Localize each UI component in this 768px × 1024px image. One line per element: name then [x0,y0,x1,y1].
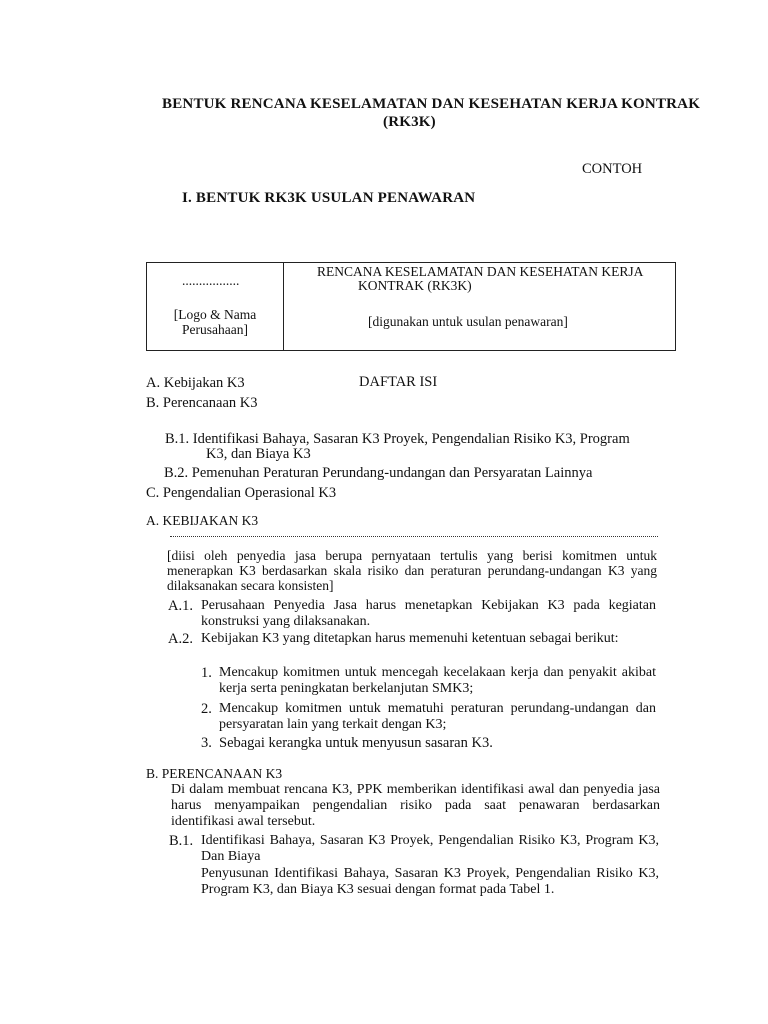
a2-text: Kebijakan K3 yang ditetapkan harus memenuhi ketentuan sebagai berikut: [201,631,619,646]
toc-item-b1-cont: K3, dan Biaya K3 [206,446,311,462]
a1-number: A.1. [168,598,193,614]
plan-title-line2: KONTRAK (RK3K) [358,278,472,293]
a2-item1-number: 1. [201,665,212,681]
logo-placeholder [147,307,283,337]
a2-item2-text: Mencakup komitmen untuk mematuhi peraturan perundang-undangan dan persyaratan lain yang terkait dengan K3; [219,701,656,732]
document-title-line2: (RK3K) [383,114,436,130]
logo-line1: [Logo & Nama [173,307,257,322]
b1-title: Identifikasi Bahaya, Sasaran K3 Proyek, Pengendalian Risiko K3, Program K3, Dan Biaya [201,833,659,864]
a2-item3-text: Sebagai kerangka untuk menyusun sasaran K3. [219,735,493,751]
section-a-note: [diisi oleh penyedia jasa berupa pernyataan tertulis yang berisi komitmen untuk menerapkan K3 berdasarkan skala risiko dan peraturan perundang-undangan K3 yang dilaksanakan secara konsisten] [167,548,657,593]
a2-number: A.2. [168,631,193,647]
toc-heading: DAFTAR ISI [359,374,438,390]
toc-item-b1: B.1. Identifikasi Bahaya, Sasaran K3 Proyek, Pengendalian Risiko K3, Program [165,431,630,447]
b1-text: Penyusunan Identifikasi Bahaya, Sasaran K3 Proyek, Pengendalian Risiko K3, Program K3, dan Biaya K3 sesuai dengan format pada Tabel 1. [201,866,659,897]
section-title: I. BENTUK RK3K USULAN PENAWARAN [182,190,476,206]
section-b-intro: Di dalam membuat rencana K3, PPK memberikan identifikasi awal dan penyedia jasa harus menyampaikan pengendalian risiko pada saat penawaran berdasarkan identifikasi awal tersebut. [171,782,660,829]
toc-item-b2: B.2. Pemenuhan Peraturan Perundang-undangan dan Persyaratan Lainnya [164,465,593,481]
letterhead-box [146,262,676,351]
toc-item-c: C. Pengendalian Operasional K3 [146,485,337,501]
toc-item-a: A. Kebijakan K3 [146,375,245,391]
section-a-heading: A. KEBIJAKAN K3 [146,513,259,528]
dotted-fill-line [170,536,658,537]
logo-line2: Perusahaan] [182,322,248,337]
a2-item3-number: 3. [201,735,212,751]
a1-text: Perusahaan Penyedia Jasa harus menetapkan Kebijakan K3 pada kegiatan konstruksi yang dilaksanakan. [201,598,656,629]
a2-item1-text: Mencakup komitmen untuk mencegah kecelakaan kerja dan penyakit akibat kerja serta peningkatan berkelanjutan SMK3; [219,665,656,696]
section-b-heading: B. PERENCANAAN K3 [146,766,283,781]
usage-note: [digunakan untuk usulan penawaran] [368,314,568,329]
b1-number: B.1. [169,833,194,849]
document-title-line1: BENTUK RENCANA KESELAMATAN DAN KESEHATAN KERJA KONTRAK [162,96,701,112]
letterhead-divider [283,263,284,350]
toc-item-b: B. Perencanaan K3 [146,395,258,411]
contoh-label: CONTOH [582,161,643,177]
plan-title-line1: RENCANA KESELAMATAN DAN KESEHATAN KERJA [317,264,644,279]
letterhead-dots: ................. [182,273,240,288]
a2-item2-number: 2. [201,701,212,717]
